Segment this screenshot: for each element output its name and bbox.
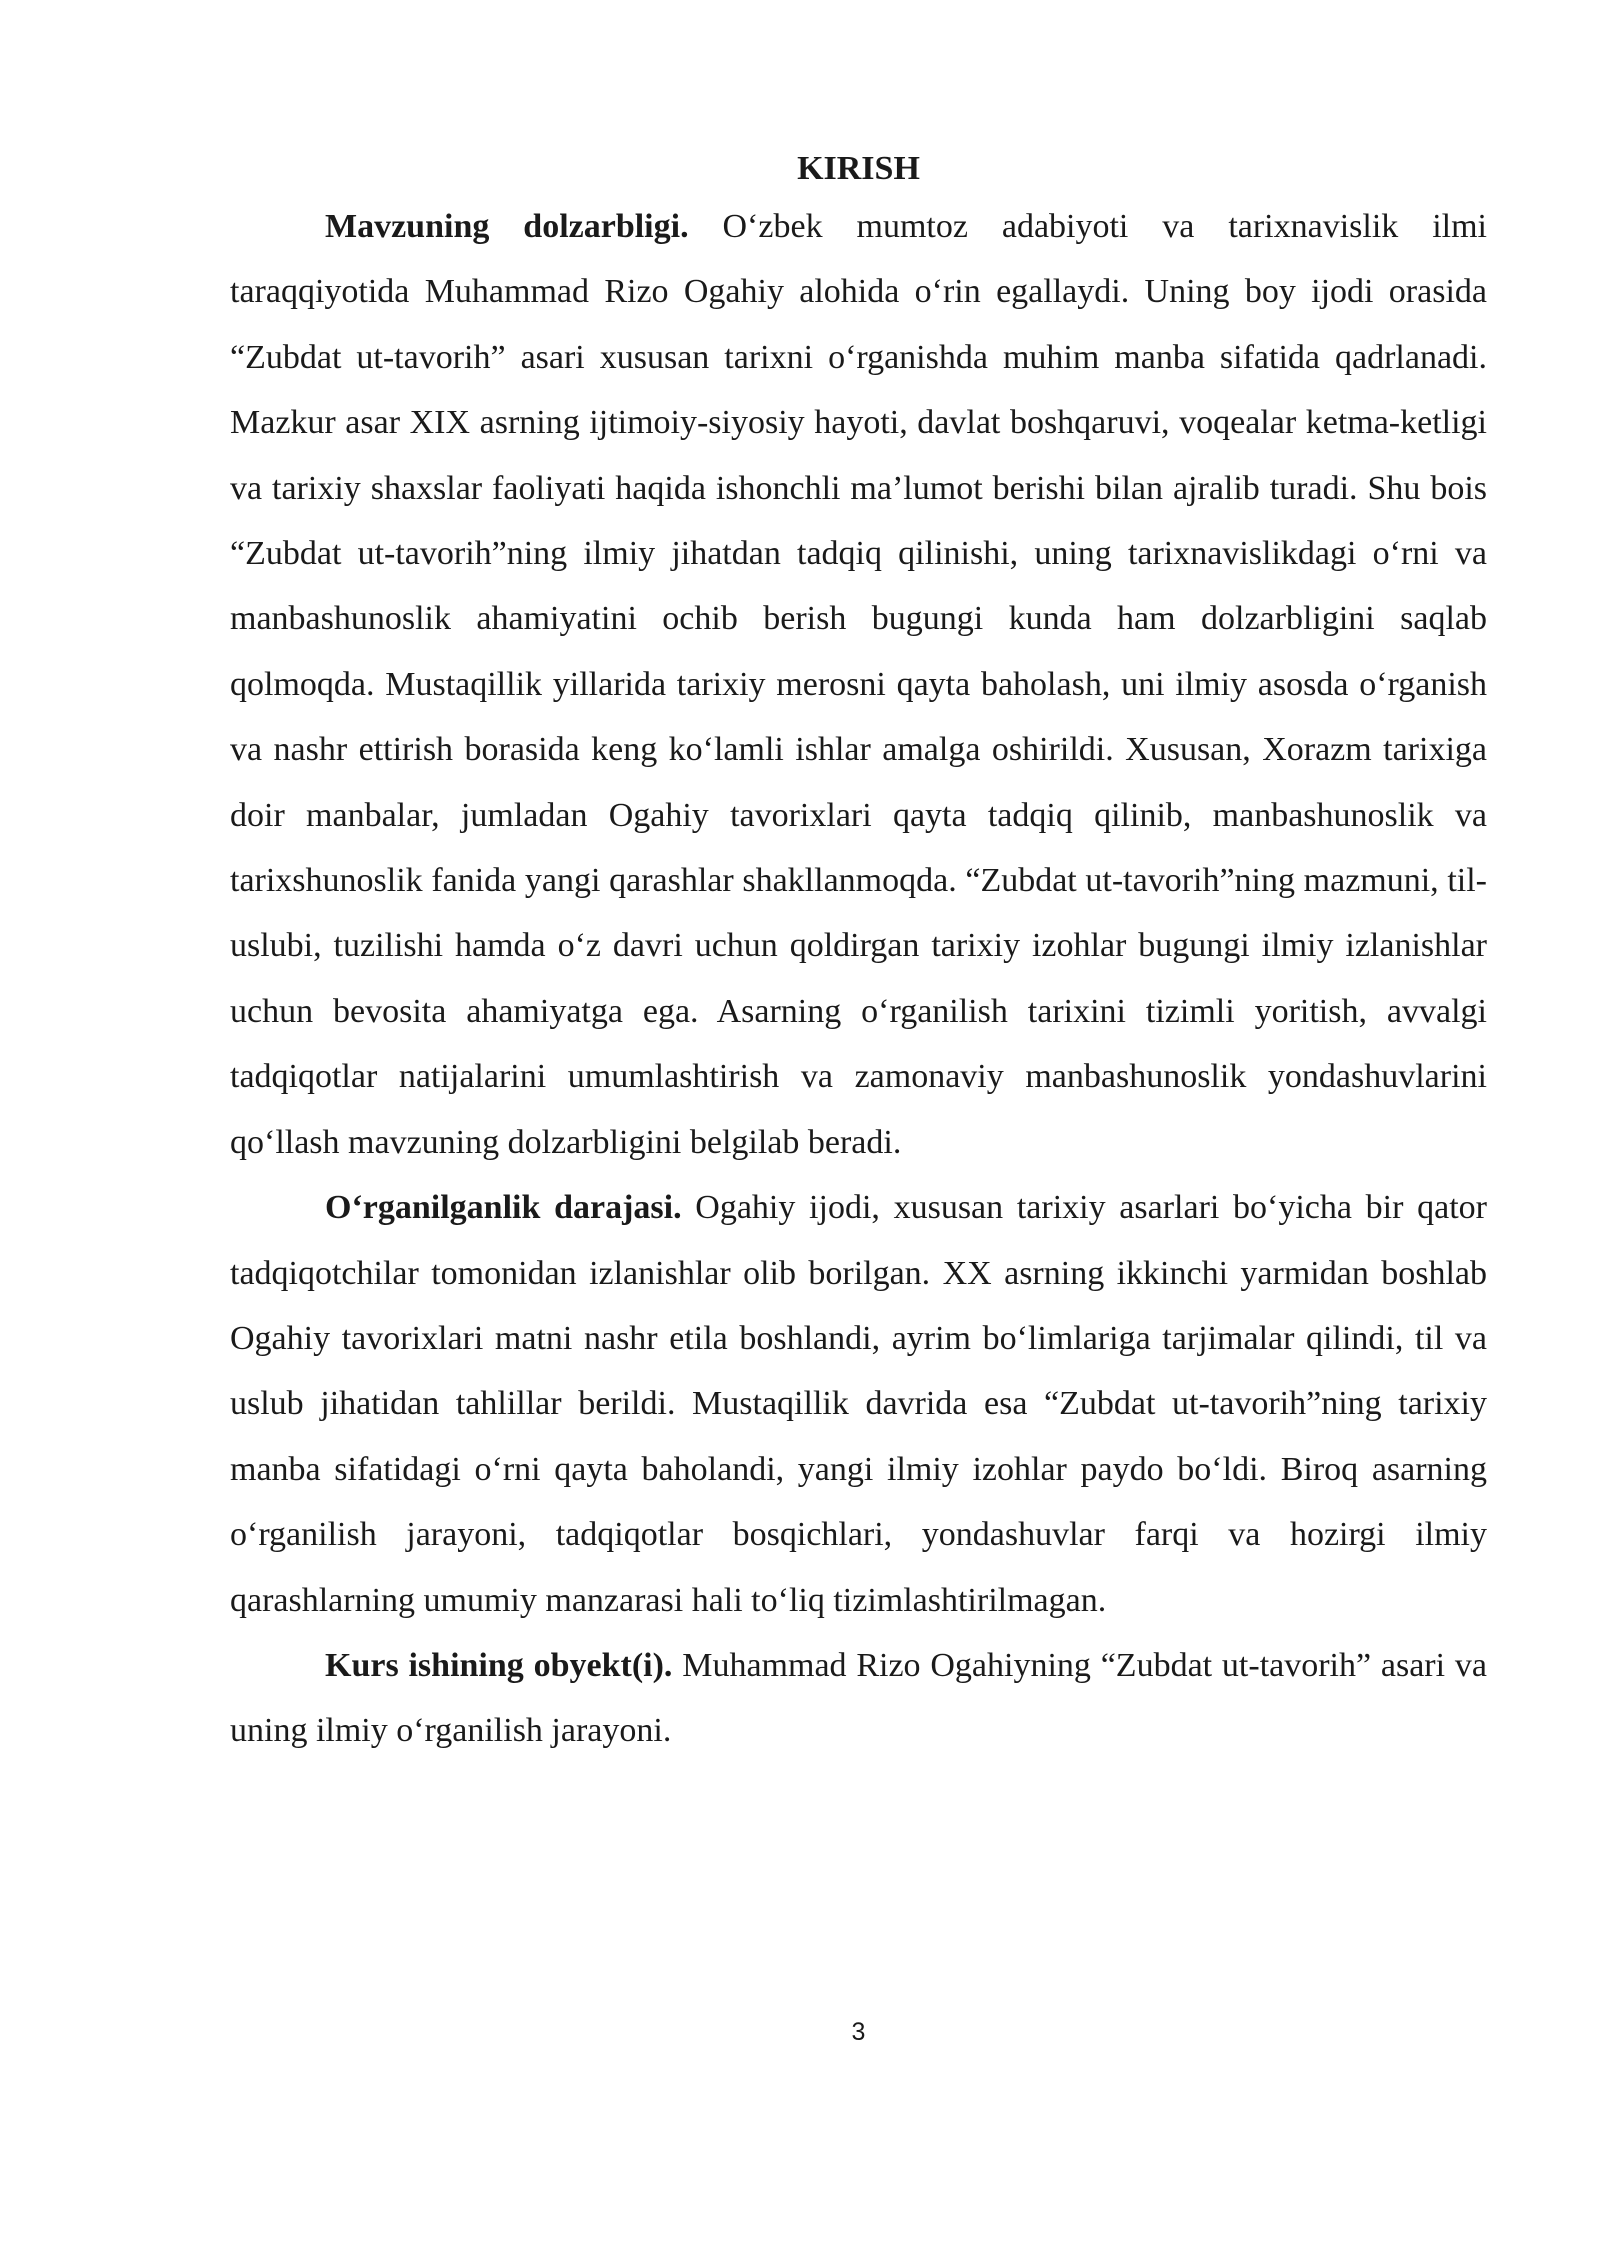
paragraph-study-level (230, 1175, 1487, 1633)
paragraph-lead: O‘rganilganlik darajasi. (325, 1189, 682, 1227)
document-body (230, 146, 1487, 1764)
paragraph-text: Ogahiy ijodi, xususan tarixiy asarlari bo‘yicha bir qator tadqiqotchilar tomonidan izlanishlar olib borilgan. XX asrning ikkinchi yarmidan boshlab Ogahiy tavorixlari matni nashr etila boshlandi, ayrim bo‘limlariga tarjimalar qilindi, til va uslub jihatidan tahlillar berildi. Mustaqillik davrida esa “Zubdat ut-tavorih”ning tarixiy manba sifatidagi o‘rni qayta baholandi, yangi ilmiy izohlar paydo bo‘ldi. Biroq asarning o‘rganilish jarayoni, tadqiqotlar bosqichlari, yondashuvlar farqi va hozirgi ilmiy qarashlarning umumiy manzarasi hali to‘liq tizimlashtirilmagan. (230, 1189, 1488, 1619)
section-heading: KIRISH (797, 150, 920, 187)
paragraph-lead: Mavzuning dolzarbligi. (325, 208, 689, 245)
paragraph-text: O‘zbek mumtoz adabiyoti va tarixnavislik ilmi taraqqiyotida Muhammad Rizo Ogahiy alohida o‘rin egallaydi. Uning boy ijodi orasida “Zubdat ut-tavorih” asari xususan tarixni o‘rganishda muhim manba sifatida qadrlanadi. Mazkur asar XIX asrning ijtimoiy-siyosiy hayoti, davlat boshqaruvi, voqealar ketma-ketligi va tarixiy shaxslar faoliyati haqida ishonchli ma’lumot berishi bilan ajralib turadi. Shu bois “Zubdat ut-tavorih”ning ilmiy jihatdan tadqiq qilinishi, uning tarixnavislikdagi o‘rni va manbashunoslik ahamiyatini ochib berish bugungi kunda ham dolzarbligini saqlab qolmoqda. Mustaqillik yillarida tarixiy merosni qayta baholash, uni ilmiy asosda o‘rganish va nashr ettirish borasida keng ko‘lamli ishlar amalga oshirildi. Xususan, Xorazm tarixiga doir manbalar, jumladan Ogahiy tavorixlari qayta tadqiq qilinib, manbashunoslik va tarixshunoslik fanida yangi qarashlar shakllanmoqda. “Zubdat ut-tavorih”ning mazmuni, til-uslubi, tuzilishi hamda o‘z davri uchun qoldirgan tarixiy izohlar bugungi ilmiy izlanishlar uchun bevosita ahamiyatga ega. Asarning o‘rganilish tarixini tizimli yoritish, avvalgi tadqiqotlar natijalarini umumlashtirish va zamonaviy manbashunoslik yondashuvlarini qo‘llash mavzuning dolzarbligini belgilab beradi. (230, 208, 1488, 1161)
paragraph-relevance (230, 194, 1487, 1175)
paragraph-object (230, 1633, 1487, 1764)
page-number: 3 (851, 2018, 866, 2046)
paragraph-text: Muhammad Rizo Ogahiyning “Zubdat ut-tavorih” asari va uning ilmiy o‘rganilish jarayoni. (230, 1646, 1487, 1750)
paragraph-lead: Kurs ishining obyekt(i). (325, 1646, 673, 1684)
